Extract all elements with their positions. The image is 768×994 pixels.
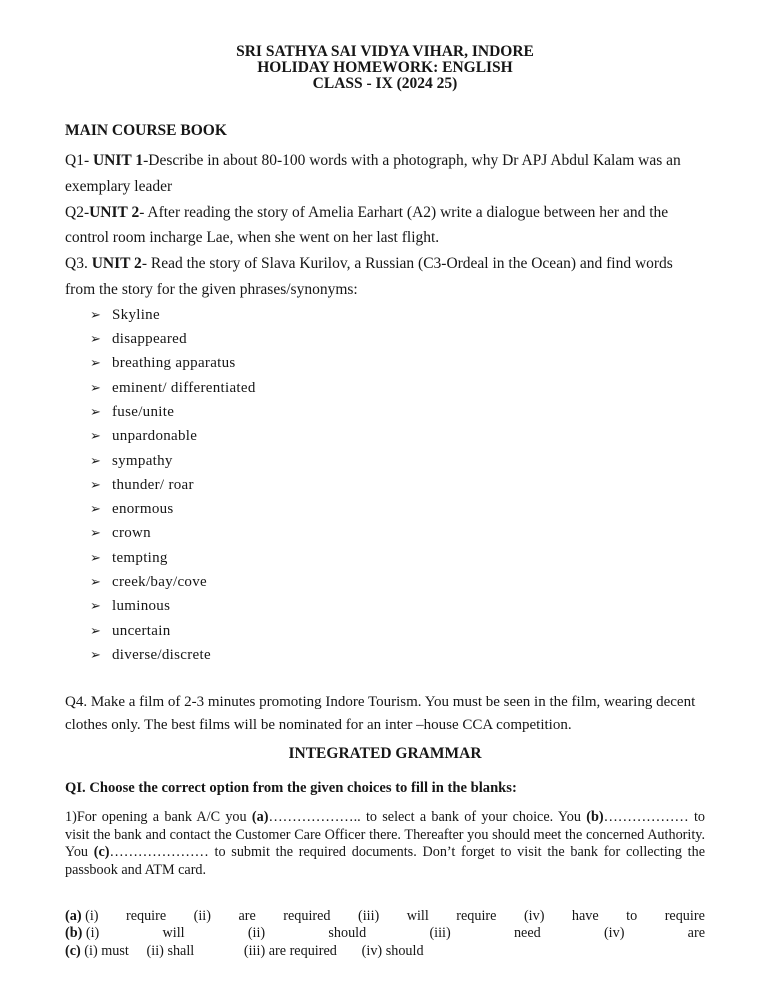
list-item: [90, 453, 705, 477]
question-q2: [65, 200, 705, 252]
list-item: [90, 355, 705, 379]
list-item: [90, 477, 705, 501]
q1-prefix: Q1-: [65, 152, 93, 169]
homework-title: HOLIDAY HOMEWORK: ENGLISH: [257, 59, 513, 76]
q2-unit-label: UNIT 2: [89, 203, 140, 221]
arrow-bullet-icon: ➢: [90, 501, 102, 517]
synonym-text: crown: [112, 525, 151, 542]
synonym-text: diverse/discrete: [112, 646, 211, 663]
q2-text: - After reading the story of Amelia Earhart (A2) write a dialogue between her and the control room incharge Lae, when she went on her last flight.: [65, 203, 669, 247]
arrow-bullet-icon: ➢: [90, 428, 102, 444]
option-token: need: [513, 925, 541, 942]
option-token: require: [125, 907, 167, 924]
question-q1: [65, 148, 705, 200]
option-token: have: [571, 907, 599, 924]
arrow-bullet-icon: ➢: [90, 549, 102, 565]
option-row-c: [65, 943, 705, 961]
option-token: (ii): [247, 925, 266, 942]
option-token: require: [456, 907, 497, 924]
option-a-label: (a): [65, 907, 82, 924]
list-item: [90, 331, 705, 355]
option-token: (iv): [523, 907, 545, 924]
question-block: [65, 148, 705, 303]
q1-text: -Describe in about 80-100 words with a photograph, why Dr APJ Abdul Kalam was an exemplary leader: [65, 152, 681, 195]
arrow-bullet-icon: ➢: [90, 622, 102, 638]
option-token: required: [283, 907, 331, 924]
synonym-text: breathing apparatus: [112, 355, 236, 372]
passage-seg1: 1)For opening a bank A/C you: [65, 809, 252, 826]
list-item: [90, 307, 705, 331]
synonym-text: unpardonable: [112, 428, 198, 445]
arrow-bullet-icon: ➢: [90, 476, 102, 492]
option-token: will: [406, 907, 429, 924]
list-item: [90, 501, 705, 525]
list-item: [90, 574, 705, 598]
option-token: (i): [85, 907, 99, 924]
option-row-b: [65, 925, 705, 943]
arrow-bullet-icon: ➢: [90, 525, 102, 541]
synonym-text: Skyline: [112, 306, 160, 323]
main-course-book-heading: MAIN COURSE BOOK: [65, 122, 227, 139]
option-token: should: [328, 925, 367, 942]
synonym-text: eminent/ differentiated: [112, 379, 256, 396]
option-token: (iv): [603, 925, 625, 942]
option-token: will: [162, 925, 185, 942]
class-line: CLASS - IX (2024 25): [312, 75, 458, 92]
blank-label-a: (a): [251, 809, 269, 826]
q4-text: Q4. Make a film of 2-3 minutes promoting Indore Tourism. You must be seen in the film, wearing decent clothes only. The best films will be nominated for an inter –house CCA competition.: [65, 694, 696, 734]
option-token: to: [626, 907, 638, 924]
option-c-label: (c): [65, 942, 81, 959]
synonym-text: thunder/ roar: [112, 476, 194, 493]
school-name: SRI SATHYA SAI VIDYA VIHAR, INDORE: [236, 43, 534, 60]
arrow-bullet-icon: ➢: [90, 403, 102, 419]
list-item: [90, 623, 705, 647]
q3-unit-label: UNIT 2: [91, 255, 142, 273]
option-token: (ii): [193, 907, 211, 924]
q3-text: - Read the story of Slava Kurilov, a Russian (C3-Ordeal in the Ocean) and find words from the story for the given phrases/synonyms:: [65, 255, 673, 298]
q3-prefix: Q3.: [65, 255, 92, 273]
option-token: (iii): [357, 907, 380, 924]
list-item: [90, 428, 705, 452]
synonym-text: fuse/unite: [112, 403, 175, 420]
fill-in-blanks-passage: [65, 809, 705, 879]
passage-seg4: ………………… to submit the required documents. Don’t forget to visit the bank for collecting the passbook and ATM card.: [65, 844, 705, 879]
list-item: [90, 525, 705, 549]
arrow-bullet-icon: ➢: [90, 306, 102, 322]
option-b-label: (b): [65, 925, 83, 942]
blank-label-c: (c): [93, 844, 110, 861]
synonym-text: luminous: [112, 598, 171, 615]
option-token: require: [664, 907, 705, 924]
synonym-text: disappeared: [112, 331, 187, 348]
blank-label-b: (b): [586, 809, 604, 826]
integrated-grammar-heading: INTEGRATED GRAMMAR: [288, 745, 482, 763]
synonym-text: enormous: [112, 501, 174, 518]
option-row-a: [65, 908, 705, 926]
option-a-lead: [65, 908, 99, 926]
question-q4: [65, 691, 705, 737]
document-header: [65, 44, 705, 92]
option-c-tokens: (i) must (ii) shall (iii) are required (iv) should: [84, 942, 424, 959]
arrow-bullet-icon: ➢: [90, 452, 102, 468]
option-token: are: [238, 907, 256, 924]
list-item: [90, 404, 705, 428]
arrow-bullet-icon: ➢: [90, 646, 102, 662]
list-item: [90, 598, 705, 622]
synonym-text: creek/bay/cove: [112, 574, 207, 591]
option-token: (i): [85, 925, 100, 942]
list-item: [90, 380, 705, 404]
arrow-bullet-icon: ➢: [90, 379, 102, 395]
arrow-bullet-icon: ➢: [90, 355, 102, 371]
option-token: are: [687, 925, 705, 942]
option-token: (iii): [429, 925, 451, 942]
answer-options: [65, 908, 705, 961]
option-b-lead: [65, 925, 99, 943]
synonym-text: tempting: [112, 549, 168, 566]
list-item: [90, 550, 705, 574]
question-q3: [65, 251, 705, 303]
synonym-text: uncertain: [112, 622, 171, 639]
grammar-question-heading: QI. Choose the correct option from the given choices to fill in the blanks:: [65, 780, 517, 797]
passage-seg3: ……………… to visit the bank and contact the Customer Care Officer there. Thereafter you should meet the concerned Authority. You: [65, 809, 705, 861]
q2-prefix: Q2-: [65, 203, 90, 221]
q1-unit-label: UNIT 1: [92, 152, 144, 169]
synonym-text: sympathy: [112, 452, 173, 469]
passage-seg2: ……………….. to select a bank of your choice. You: [268, 809, 587, 826]
synonym-list: [65, 307, 705, 671]
list-item: [90, 647, 705, 671]
arrow-bullet-icon: ➢: [90, 574, 102, 590]
arrow-bullet-icon: ➢: [90, 331, 102, 347]
arrow-bullet-icon: ➢: [90, 598, 102, 614]
